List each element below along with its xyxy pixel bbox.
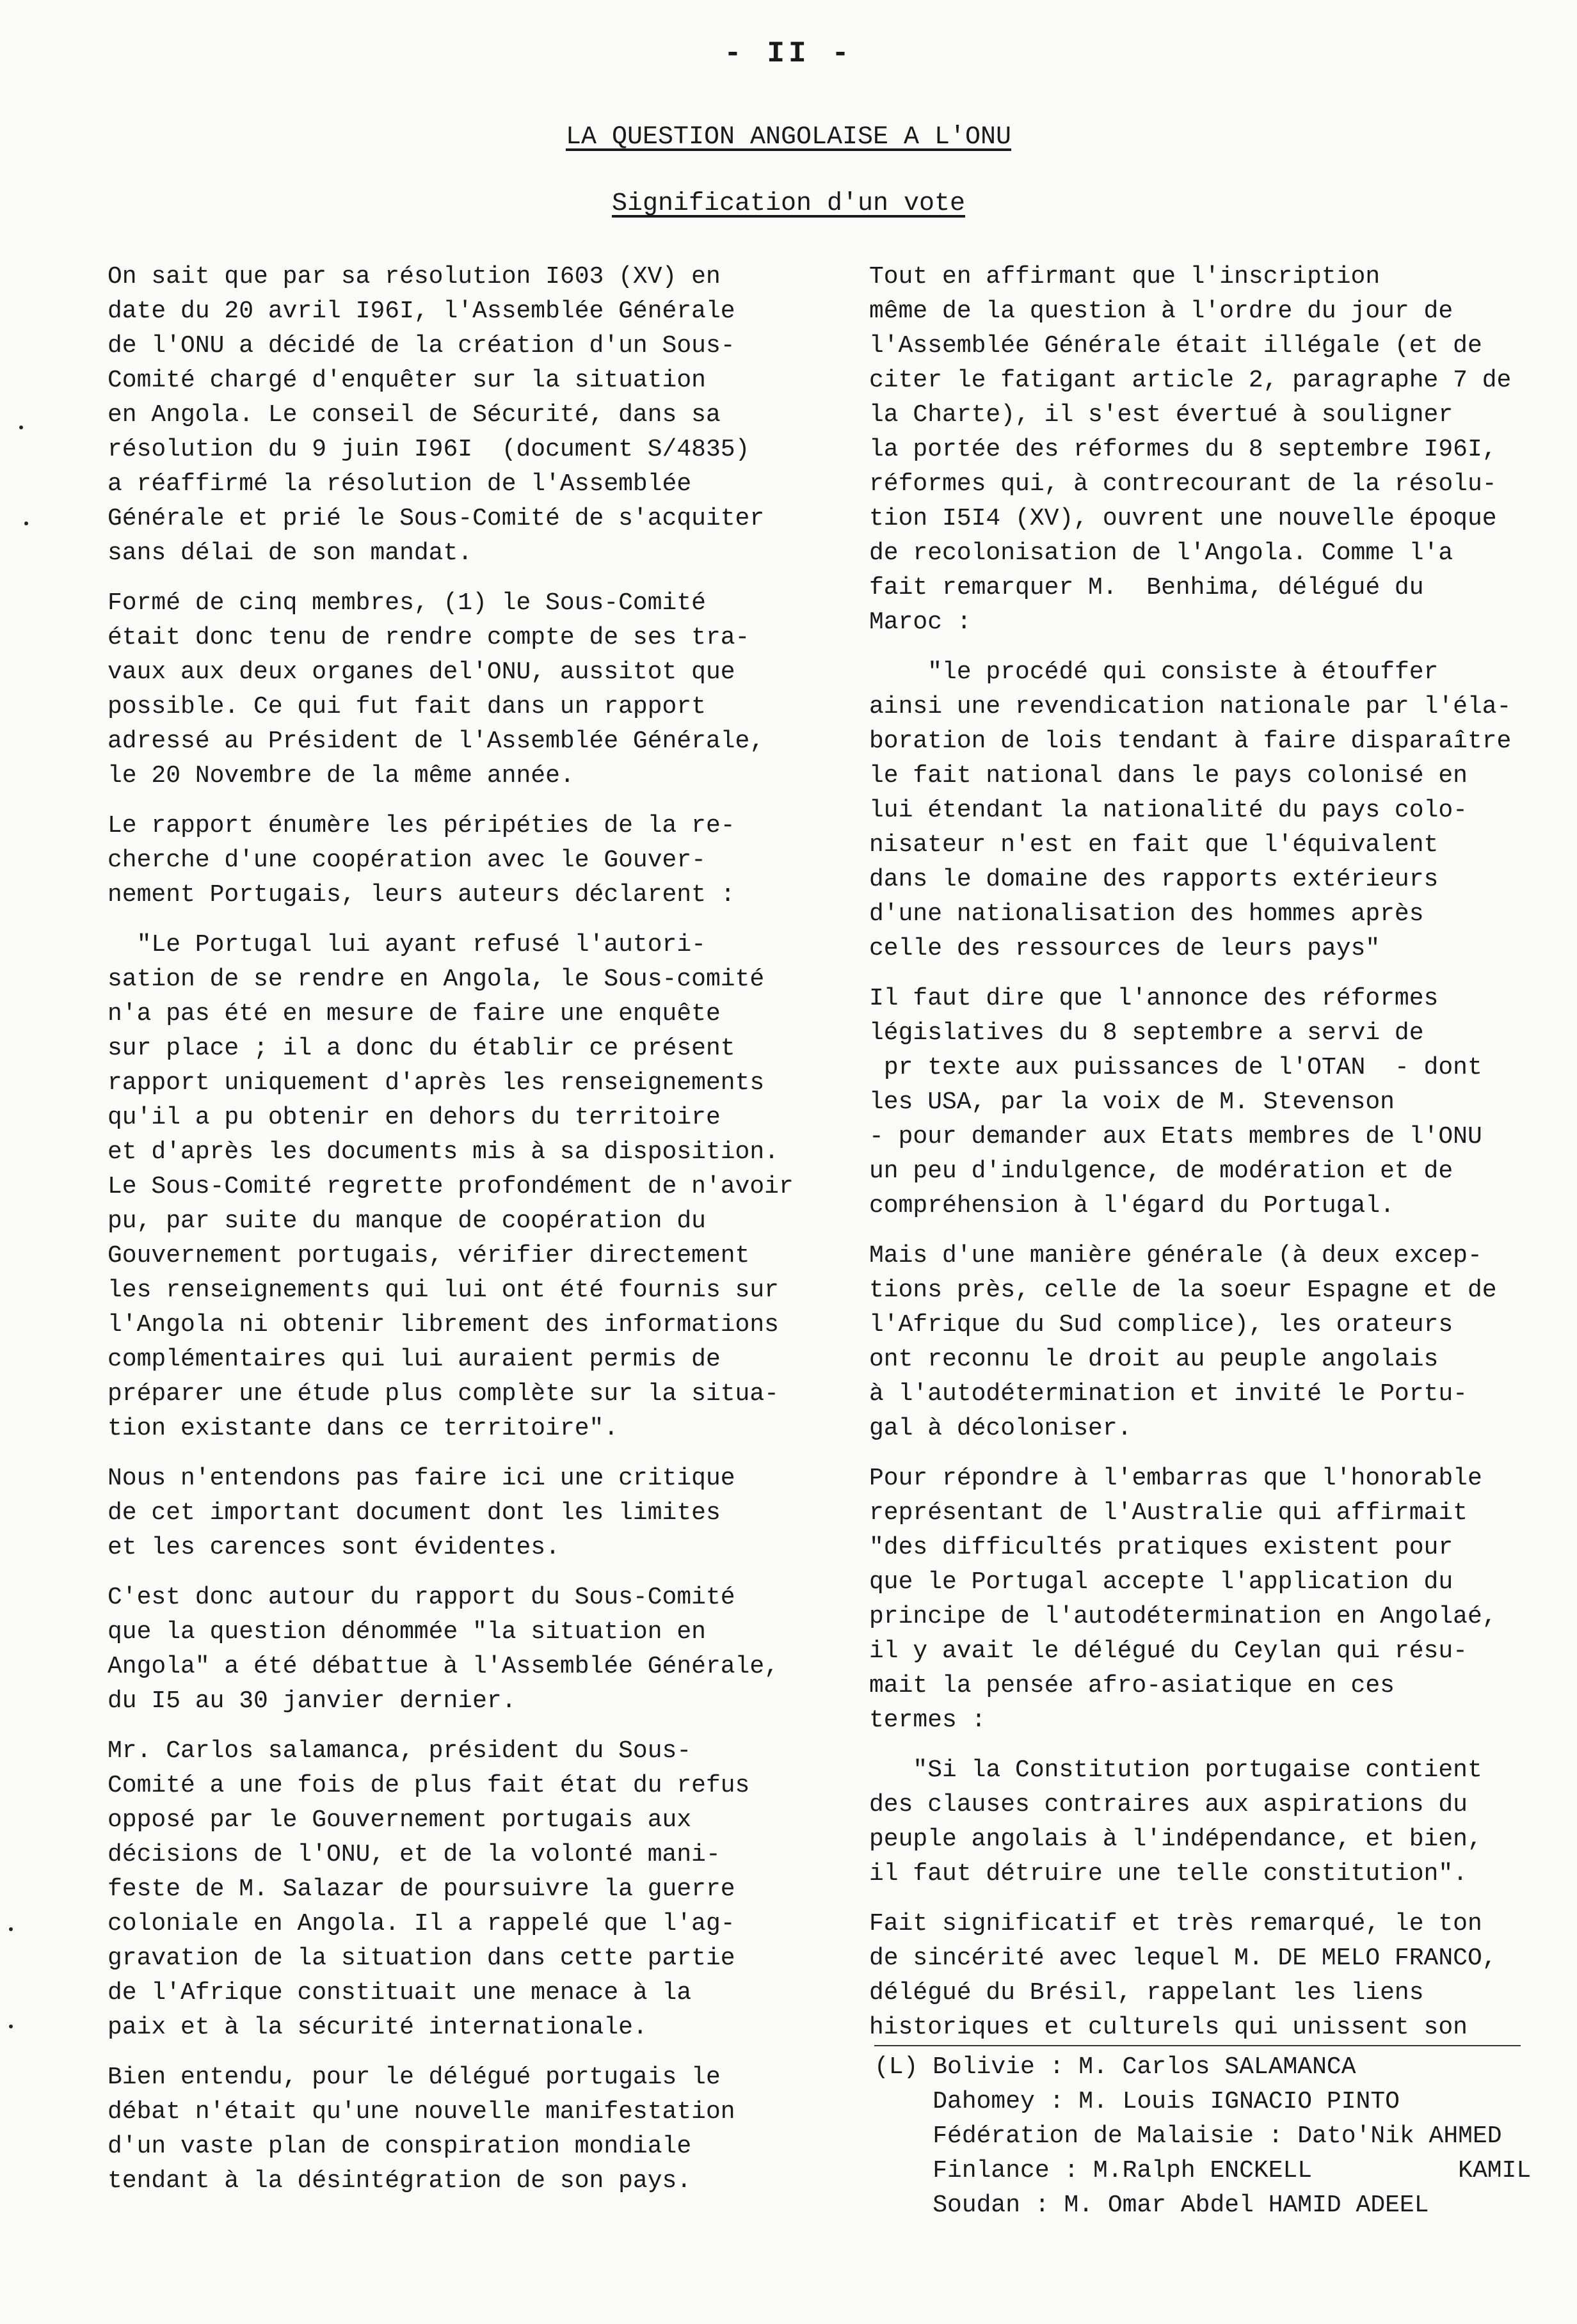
margin-mark [19,426,23,429]
paragraph: Mais d'une manière générale (à deux excep- tions près, celle de la soeur Espagne et de l'Afrique du Sud complice), les orateurs ont reconnu le droit au peuple angolais à l'autodétermination et invité le Portu- gal à décoloniser. [869,1242,1497,1442]
footnote-line: (L) Bolivie : M. Carlos SALAMANCA [874,2053,1356,2081]
paragraph: C'est donc autour du rapport du Sous-Comité que la question dénommée "la situation en Angola" a été débattue à l'Assemblée Générale, du I5 au 30 janvier dernier. [108,1584,779,1715]
paragraph: Le rapport énumère les péripéties de la re- cherche d'une coopération avec le Gouver- nement Portugais, leurs auteurs déclarent : [108,812,735,909]
paragraph: Il faut dire que l'annonce des réformes législatives du 8 septembre a servi de pr texte aux puissances de l'OTAN - dont les USA, par la voix de M. Stevenson - pour demander aux Etats membres de l'ONU un peu d'indulgence, de modération et de compréhension à l'égard du Portugal. [869,985,1482,1220]
title-text: LA QUESTION ANGOLAISE A L'ONU [565,123,1012,152]
footnote-line: Soudan : M. Omar Abdel HAMID ADEEL [874,2192,1429,2219]
right-column [869,260,1516,2060]
footnote-line: Fédération de Malaisie : Dato'Nik AHMED [874,2122,1502,2150]
quotation: "le procédé qui consiste à étouffer ainsi une revendication nationale par l'éla- boration de lois tendant à faire disparaître le fait national dans le pays colonisé en lui étendant la nationalité du pays colo- nisateur n'est en fait que l'équivalent dans le domaine des rapports extérieurs d'une nationalisation des hommes après celle des ressources de leurs pays" [869,658,1512,962]
paragraph: Pour répondre à l'embarras que l'honorable représentant de l'Australie qui affirmait "des difficultés pratiques existent pour que le Portugal accepte l'application du principe de l'autodétermination en Angolaé, il y avait le délégué du Ceylan qui résu- mait la pensée afro-asiatique en ces termes : [869,1465,1497,1734]
quotation: "Le Portugal lui ayant refusé l'autori- sation de se rendre en Angola, le Sous-comité n'a pas été en mesure de faire une enquête sur place ; il a donc du établir ce présent rapport uniquement d'après les renseignements qu'il a pu obtenir en dehors du territoire et d'après les documents mis à sa disposition. Le Sous-Comité regrette profondément de n'avoir pu, par suite du manque de coopération du Gouvernement portugais, vérifier directement les renseignements qui lui ont été fournis sur l'Angola ni obtenir librement des informations complémentaires qui lui auraient permis de préparer une étude plus complète sur la situa- tion existante dans ce territoire". [108,931,794,1442]
paragraph: Bien entendu, pour le délégué portugais le débat n'était qu'une nouvelle manifestation d'un vaste plan de conspiration mondiale tendant à la désintégration de son pays. [108,2064,735,2195]
page-subtitle [0,189,1577,218]
subtitle-text: Signification d'un vote [611,189,966,218]
left-column [108,260,817,2214]
footnote [874,2045,1532,2223]
paragraph: Nous n'entendons pas faire ici une critique de cet important document dont les limites et les carences sont évidentes. [108,1465,735,1561]
margin-mark [24,521,28,525]
paragraph: Mr. Carlos salamanca, président du Sous- Comité a une fois de plus fait état du refus opposé par le Gouvernement portugais aux décisions de l'ONU, et de la volonté mani- feste de M. Salazar de poursuivre la guerre coloniale en Angola. Il a rappelé que l'ag- gravation de la situation dans cette partie de l'Afrique constituait une menace à la paix et à la sécurité internationale. [108,1737,750,2041]
quotation: "Si la Constitution portugaise contient des clauses contraires aux aspirations du peuple angolais à l'indépendance, et bien, il faut détruire une telle constitution". [869,1756,1482,1888]
margin-mark [9,1927,13,1931]
footnote-line: Dahomey : M. Louis IGNACIO PINTO [874,2088,1400,2115]
paragraph: Formé de cinq membres, (1) le Sous-Comité était donc tenu de rendre compte de ses tra- vaux aux deux organes del'ONU, aussitot que possible. Ce qui fut fait dans un rapport adressé au Président de l'Assemblée Générale, le 20 Novembre de la même année. [108,589,765,790]
paragraph: Tout en affirmant que l'inscription même de la question à l'ordre du jour de l'Assemblée Générale était illégale (et de citer le fatigant article 2, paragraphe 7 de la Charte), il s'est évertué à souligner la portée des réformes du 8 septembre I96I, réformes qui, à contrecourant de la résolu- tion I5I4 (XV), ouvrent une nouvelle époque de recolonisation de l'Angola. Comme l'a fait remarquer M. Benhima, délégué du Maroc : [869,263,1512,636]
paragraph: On sait que par sa résolution I603 (XV) en date du 20 avril I96I, l'Assemblée Générale de l'ONU a décidé de la création d'un Sous- Comité chargé d'enquêter sur la situation en Angola. Le conseil de Sécurité, dans sa résolution du 9 juin I96I (document S/4835) a réaffirmé la résolution de l'Assemblée Générale et prié le Sous-Comité de s'acquiter sans délai de son mandat. [108,263,765,567]
page-number: - II - [724,37,853,70]
page-title [0,123,1577,152]
margin-mark [9,2025,13,2028]
footnote-line: Finlance : M.Ralph ENCKELL KAMIL [874,2157,1532,2185]
paragraph: Fait significatif et très remarqué, le ton de sincérité avec lequel M. DE MELO FRANCO, délégué du Brésil, rappelant les liens historiques et culturels qui unissent son [869,1910,1497,2041]
